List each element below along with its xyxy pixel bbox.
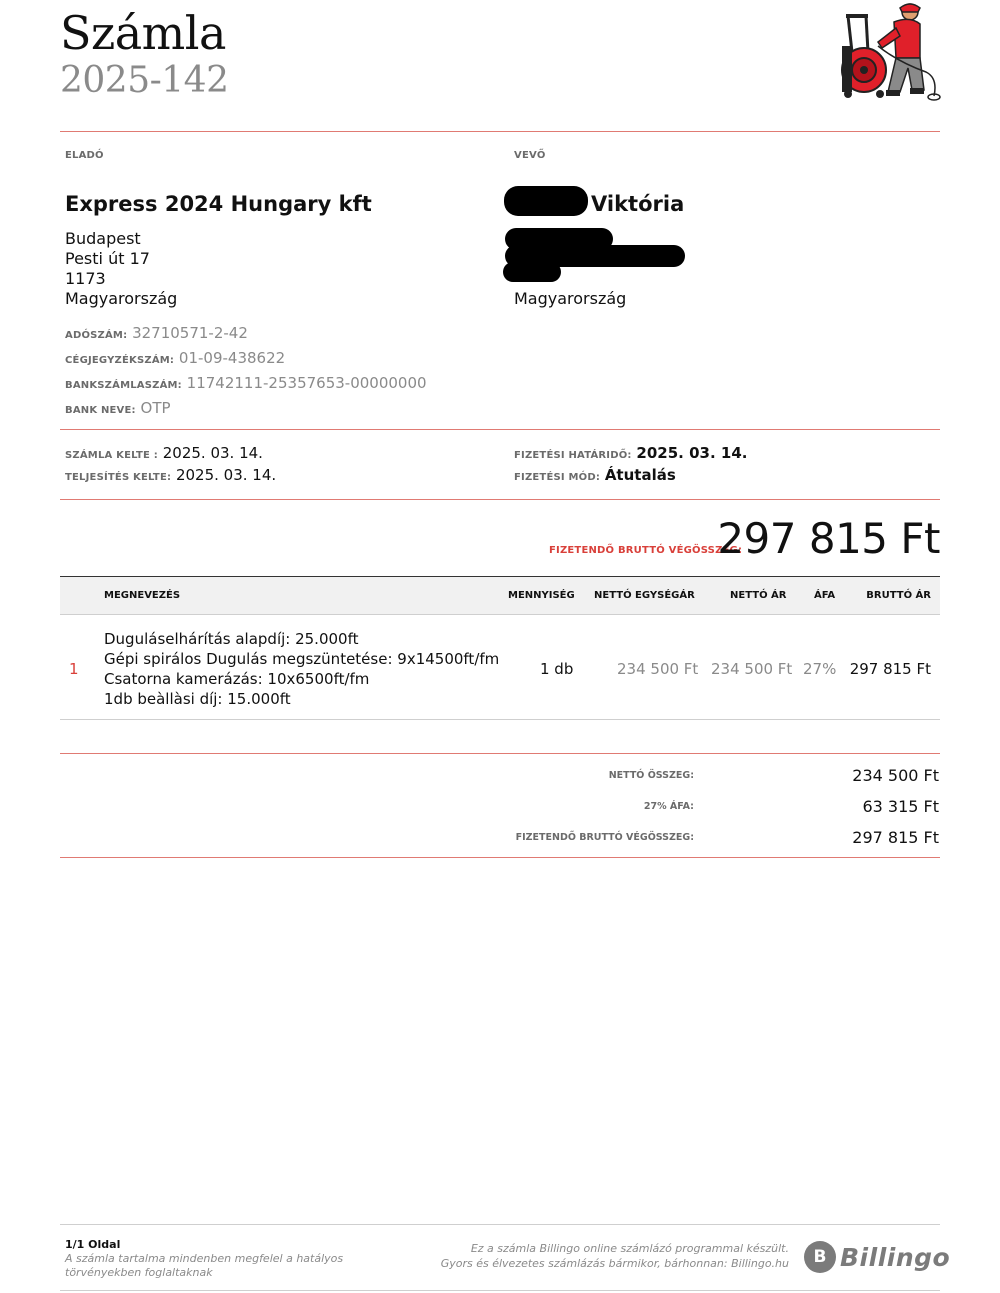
item-gross: 297 815 Ft: [849, 660, 931, 678]
seller-label: ELADÓ: [65, 150, 104, 161]
net-total-value: 234 500 Ft: [852, 766, 939, 785]
company-reg-label: CÉGJEGYZÉKSZÁM:: [65, 355, 175, 366]
billingo-logo-icon: B: [804, 1241, 836, 1273]
item-line: Duguláselhárítás alapdíj: 25.000ft: [104, 630, 359, 648]
bank-name-value: OTP: [140, 399, 171, 417]
performance-date-label: TELJESÍTÉS KELTE:: [65, 472, 172, 483]
company-reg-value: 01-09-438622: [178, 349, 286, 367]
footer-divider: [60, 1224, 940, 1225]
tax-number-value: 32710571-2-42: [132, 324, 248, 342]
performance-date-value: 2025. 03. 14.: [175, 466, 277, 484]
item-vat: 27%: [803, 660, 837, 678]
payment-method-row: [514, 466, 676, 484]
payment-method-value: Átutalás: [604, 466, 676, 484]
made-with-note: [369, 1241, 789, 1271]
legal-note-line: A számla tartalma mindenben megfelel a hatályos: [65, 1252, 344, 1265]
buyer-label: VEVŐ: [514, 150, 546, 161]
gross-total-label: FIZETENDŐ BRUTTÓ VÉGÖSSZEG:: [515, 832, 694, 843]
bank-account-row: [65, 372, 427, 397]
seller-meta: [65, 322, 427, 422]
legal-note-line: törvényekben foglaltaknak: [65, 1266, 213, 1279]
net-total-label: NETTÓ ÖSSZEG:: [608, 770, 694, 781]
invoice-number: 2025-142: [60, 60, 229, 101]
item-line: 1db beàllàsi díj: 15.000ft: [104, 690, 291, 708]
issue-date-value: 2025. 03. 14.: [162, 444, 263, 462]
tax-number-label: ADÓSZÁM:: [65, 330, 128, 341]
divider: [60, 429, 940, 430]
bank-name-label: BANK NEVE:: [65, 405, 136, 416]
redaction-mark: [503, 262, 561, 282]
bank-account-value: 11742111-25357653-00000000: [186, 374, 427, 392]
col-header-unit-net: NETTÓ EGYSÉGÁR: [594, 590, 695, 601]
total-banner-value: 297 815 Ft: [717, 514, 940, 563]
item-description: [104, 629, 499, 709]
seller-city: Budapest: [65, 229, 141, 248]
col-header-gross: BRUTTÓ ÁR: [866, 590, 931, 601]
seller-street: Pesti út 17: [65, 249, 150, 268]
table-row: [60, 615, 940, 720]
footer-divider: [60, 1290, 940, 1291]
item-unit-net: 234 500 Ft: [617, 660, 699, 678]
items-table-header: [60, 576, 940, 615]
made-with-line: Ez a számla Billingo online számlázó programmal készült.: [470, 1242, 789, 1255]
page-indicator: 1/1 Oldal: [65, 1238, 121, 1251]
divider: [60, 857, 940, 858]
seller-address: [65, 229, 177, 309]
item-line: Csatorna kamerázás: 10x6500ft/fm: [104, 670, 370, 688]
seller-zip: 1173: [65, 269, 106, 288]
vat-total-value: 63 315 Ft: [862, 797, 939, 816]
due-date-label: FIZETÉSI HATÁRIDŐ:: [514, 450, 632, 461]
due-date-value: 2025. 03. 14.: [636, 444, 748, 462]
divider: [60, 131, 940, 132]
gross-total-value: 297 815 Ft: [852, 828, 939, 847]
buyer-country: Magyarország: [514, 289, 627, 308]
buyer-name: Viktória: [591, 192, 685, 216]
col-header-net: NETTÓ ÁR: [730, 590, 787, 601]
due-date-row: [514, 444, 747, 462]
invoice-title: Számla: [60, 6, 226, 60]
made-with-line: Gyors és élvezetes számlázás bármikor, bárhonnan: Billingo.hu: [440, 1257, 789, 1270]
col-header-name: MEGNEVEZÉS: [104, 590, 181, 601]
divider: [60, 753, 940, 754]
performance-date-row: [65, 466, 276, 484]
divider: [60, 499, 940, 500]
billingo-brand-name: Billingo: [840, 1243, 951, 1272]
item-qty: 1 db: [540, 660, 574, 678]
payment-method-label: FIZETÉSI MÓD:: [514, 472, 601, 483]
legal-note: [65, 1252, 343, 1280]
seller-country: Magyarország: [65, 289, 178, 308]
bank-account-label: BANKSZÁMLASZÁM:: [65, 380, 182, 391]
issue-date-label: SZÁMLA KELTE :: [65, 450, 158, 461]
total-banner-label: FIZETENDŐ BRUTTÓ VÉGÖSSZEG:: [549, 545, 743, 556]
bank-name-row: [65, 397, 427, 422]
plumber-logo-icon: [838, 2, 942, 102]
company-reg-row: [65, 347, 427, 372]
col-header-qty: MENNYISÉG: [508, 590, 575, 601]
item-line: Gépi spirálos Dugulás megszüntetése: 9x14500ft/fm: [104, 650, 500, 668]
vat-total-label: 27% ÁFA:: [643, 801, 694, 812]
seller-name: Express 2024 Hungary kft: [65, 192, 372, 216]
tax-number-row: [65, 322, 427, 347]
col-header-vat: ÁFA: [814, 590, 836, 601]
item-number: 1: [69, 660, 79, 678]
redaction-mark: [504, 186, 588, 216]
item-net: 234 500 Ft: [711, 660, 793, 678]
issue-date-row: [65, 444, 263, 462]
